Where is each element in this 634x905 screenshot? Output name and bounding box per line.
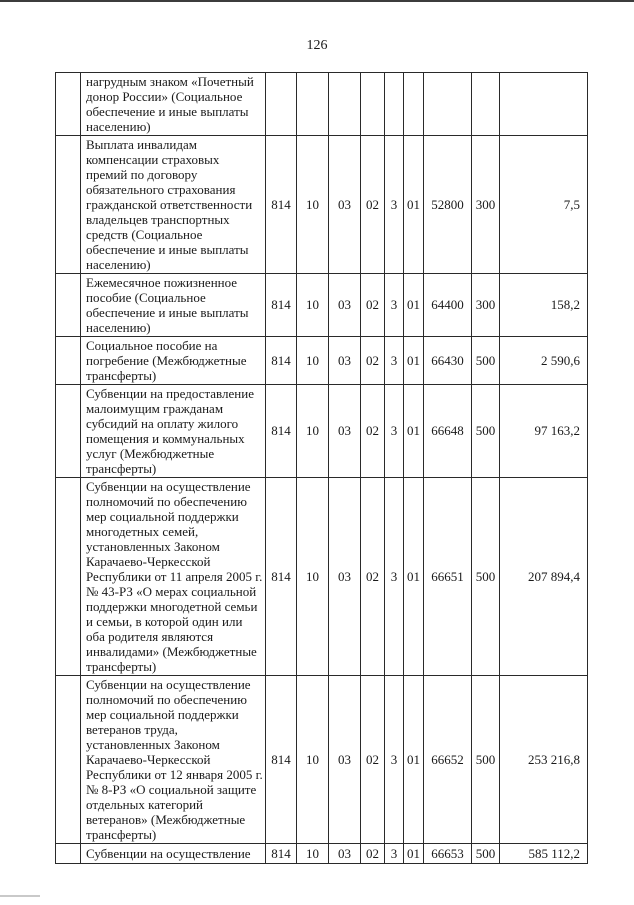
page-number: 126: [306, 38, 328, 53]
ministry-code: 814: [266, 274, 297, 337]
expense-type-code: 500: [472, 385, 500, 478]
expense-type-code: 300: [472, 274, 500, 337]
subprogram-code: 3: [385, 478, 404, 676]
section-code: 10: [297, 478, 329, 676]
section-code: 10: [297, 337, 329, 385]
row-index-cell: [56, 385, 81, 478]
amount: 2 590,6: [500, 337, 588, 385]
table-row: [56, 136, 588, 274]
ministry-code: 814: [266, 337, 297, 385]
expense-type-code: 500: [472, 478, 500, 676]
amount: 97 163,2: [500, 385, 588, 478]
expense-description: Субвенции на осуществление полномочий по обеспечению мер социальной поддержки многодетных семей, установленных Законом Карачаево-Черкесской Республики от 11 апреля 2005 г. № 43-РЗ «О мерах социальной поддержки многодетной семьи и семьи, в которой один или оба родителя являются инвалидами» (Межбюджетные трансферты): [81, 478, 266, 676]
row-index-cell: [56, 136, 81, 274]
subsection-code: 03: [329, 274, 361, 337]
table-row: [56, 73, 588, 136]
row-index-cell: [56, 337, 81, 385]
ministry-code: 814: [266, 478, 297, 676]
ministry-code: 814: [266, 844, 297, 864]
section-code: 10: [297, 676, 329, 844]
ministry-code: 814: [266, 136, 297, 274]
section-code: 10: [297, 274, 329, 337]
direction-code: 66430: [424, 337, 472, 385]
activity-code: 01: [404, 337, 424, 385]
row-index-cell: [56, 478, 81, 676]
program-code: 02: [361, 385, 385, 478]
expense-type-code: 500: [472, 676, 500, 844]
subprogram-code: 3: [385, 274, 404, 337]
direction-code: 66651: [424, 478, 472, 676]
table-row: [56, 676, 588, 844]
expense-description: Социальное пособие на погребение (Межбюджетные трансферты): [81, 337, 266, 385]
direction-code: 66653: [424, 844, 472, 864]
subsection-code: 03: [329, 676, 361, 844]
amount: 158,2: [500, 274, 588, 337]
amount: [500, 73, 588, 136]
program-code: 02: [361, 337, 385, 385]
row-index-cell: [56, 73, 81, 136]
budget-table: [55, 72, 588, 864]
subprogram-code: 3: [385, 676, 404, 844]
direction-code: 52800: [424, 136, 472, 274]
activity-code: 01: [404, 385, 424, 478]
section-code: [297, 73, 329, 136]
program-code: [361, 73, 385, 136]
subprogram-code: [385, 73, 404, 136]
subsection-code: 03: [329, 844, 361, 864]
amount: 253 216,8: [500, 676, 588, 844]
subsection-code: 03: [329, 136, 361, 274]
expense-description: Субвенции на осуществление полномочий по обеспечению мер социальной поддержки ветеранов труда, установленных Законом Карачаево-Черкесской Республики от 12 января 2005 г. № 8-РЗ «О социальной защите отдельных категорий ветеранов» (Межбюджетные трансферты): [81, 676, 266, 844]
top-edge-rule: [0, 0, 634, 2]
activity-code: [404, 73, 424, 136]
expense-description: нагрудным знаком «Почетный донор России» (Социальное обеспечение и иные выплаты населению): [81, 73, 266, 136]
subprogram-code: 3: [385, 136, 404, 274]
ministry-code: 814: [266, 676, 297, 844]
direction-code: 66648: [424, 385, 472, 478]
direction-code: 64400: [424, 274, 472, 337]
expense-description: Субвенции на предоставление малоимущим гражданам субсидий на оплату жилого помещения и коммунальных услуг (Межбюджетные трансферты): [81, 385, 266, 478]
subprogram-code: 3: [385, 337, 404, 385]
subsection-code: 03: [329, 478, 361, 676]
subprogram-code: 3: [385, 385, 404, 478]
subsection-code: [329, 73, 361, 136]
activity-code: 01: [404, 136, 424, 274]
row-index-cell: [56, 676, 81, 844]
amount: 207 894,4: [500, 478, 588, 676]
program-code: 02: [361, 136, 385, 274]
section-code: 10: [297, 385, 329, 478]
row-index-cell: [56, 844, 81, 864]
program-code: 02: [361, 478, 385, 676]
expense-description: Ежемесячное пожизненное пособие (Социальное обеспечение и иные выплаты населению): [81, 274, 266, 337]
direction-code: 66652: [424, 676, 472, 844]
program-code: 02: [361, 844, 385, 864]
expense-description: Выплата инвалидам компенсации страховых премий по договору обязательного страхования гражданской ответственности владельцев транспортных средств (Социальное обеспечение и иные выплаты населению): [81, 136, 266, 274]
subsection-code: 03: [329, 337, 361, 385]
table-row: [56, 478, 588, 676]
activity-code: 01: [404, 274, 424, 337]
table-row: [56, 385, 588, 478]
table-row: [56, 844, 588, 864]
activity-code: 01: [404, 478, 424, 676]
table-row: [56, 274, 588, 337]
activity-code: 01: [404, 844, 424, 864]
section-code: 10: [297, 136, 329, 274]
subsection-code: 03: [329, 385, 361, 478]
row-index-cell: [56, 274, 81, 337]
amount: 585 112,2: [500, 844, 588, 864]
program-code: 02: [361, 274, 385, 337]
ministry-code: 814: [266, 385, 297, 478]
scan-smudge: [0, 895, 40, 897]
ministry-code: [266, 73, 297, 136]
subprogram-code: 3: [385, 844, 404, 864]
direction-code: [424, 73, 472, 136]
section-code: 10: [297, 844, 329, 864]
expense-type-code: 500: [472, 844, 500, 864]
expense-description: Субвенции на осуществление: [81, 844, 266, 864]
program-code: 02: [361, 676, 385, 844]
expense-type-code: [472, 73, 500, 136]
expense-type-code: 300: [472, 136, 500, 274]
expense-type-code: 500: [472, 337, 500, 385]
activity-code: 01: [404, 676, 424, 844]
table-row: [56, 337, 588, 385]
amount: 7,5: [500, 136, 588, 274]
